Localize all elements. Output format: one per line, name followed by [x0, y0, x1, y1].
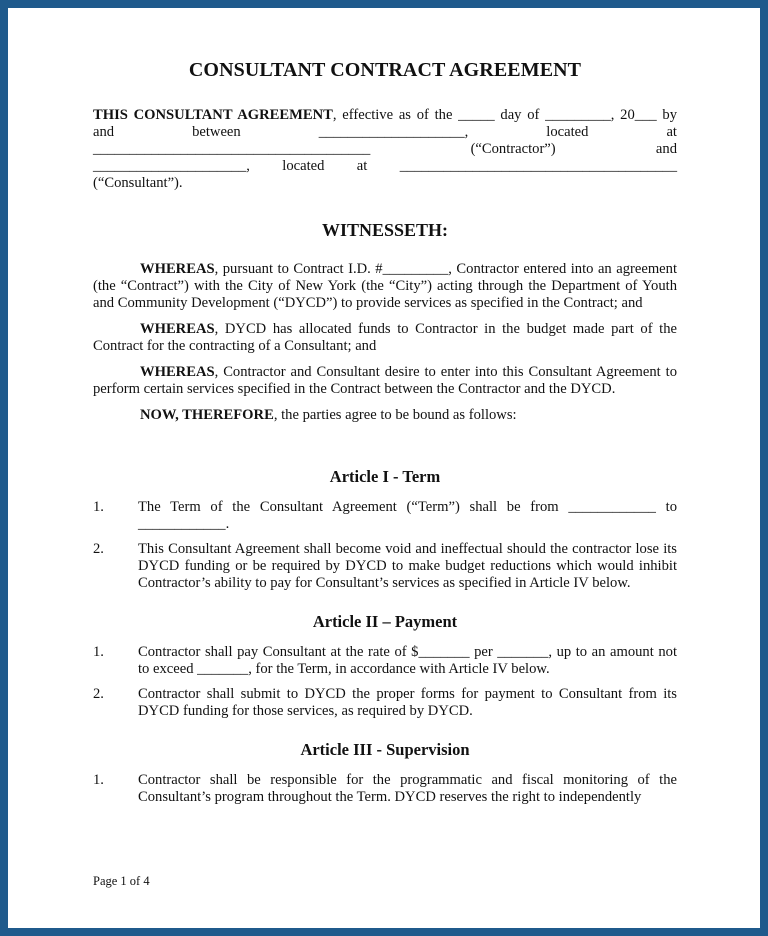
- recital-lead: NOW, THEREFORE: [140, 407, 274, 423]
- intro-line-3: ______________________________________ (“Contractor”) and: [93, 141, 677, 157]
- recital-text: , the parties agree to be bound as follows:: [273, 407, 517, 423]
- article-3-title: Article III - Supervision: [300, 740, 470, 759]
- recital-paragraph: [93, 321, 677, 355]
- recital-text: , DYCD has allocated funds to Contractor in the budget made part of the Contract for the contracting of a Consultant; and: [93, 321, 677, 354]
- document-title: CONSULTANT CONTRACT AGREEMENT: [188, 59, 582, 81]
- intro-block: [93, 107, 677, 192]
- article-3-item-1: [93, 772, 677, 806]
- item-text: This Consultant Agreement shall become void and ineffectual should the contractor lose its DYCD funding or be required by DYCD to make budget reductions which would inhibit Contractor’s ability to pay for Consultant’s services as specified in Article IV below.: [138, 541, 677, 591]
- item-number: 1.: [93, 772, 104, 788]
- recital-text: , Contractor and Consultant desire to enter into this Consultant Agreement to perform certain services specified in the Contract between the Contractor and the DYCD.: [93, 364, 677, 397]
- document-page: [93, 58, 677, 814]
- intro-line-1-rest: , effective as of the _____ day of _________, 20___ by: [332, 107, 677, 123]
- intro-line-4: _____________________, located at ______________________________________: [93, 158, 677, 174]
- recital-text: , pursuant to Contract I.D. #_________, Contractor entered into an agreement (the “Contract”) with the City of New York (the “City”) acting through the Department of Youth and Community Development (“DYCD”) to provide services as specified in the Contract; and: [93, 261, 677, 311]
- article-2-item-1: [93, 644, 677, 678]
- page-number: Page 1 of 4: [93, 874, 150, 888]
- article-2-item-2: [93, 686, 677, 720]
- intro-line-5: (“Consultant”).: [93, 175, 183, 191]
- recital-paragraph: [93, 364, 677, 398]
- intro-line-1: [93, 107, 677, 124]
- recital-lead: WHEREAS: [140, 364, 215, 380]
- article-2-title: Article II – Payment: [312, 612, 458, 631]
- item-text: Contractor shall be responsible for the programmatic and fiscal monitoring of the Consultant’s program throughout the Term. DYCD reserves the right to independently: [138, 772, 677, 805]
- intro-bold-lead: THIS CONSULTANT AGREEMENT: [93, 107, 333, 123]
- item-text: Contractor shall submit to DYCD the proper forms for payment to Consultant from its DYCD funding for those services, as required by DYCD.: [138, 686, 677, 719]
- item-number: 2.: [93, 541, 104, 557]
- item-number: 1.: [93, 644, 104, 660]
- item-number: 2.: [93, 686, 104, 702]
- item-text: The Term of the Consultant Agreement (“Term”) shall be from ____________ to ____________.: [138, 499, 677, 532]
- recital-paragraph: [93, 407, 677, 424]
- intro-line-2: and between ____________________, located at: [93, 124, 677, 140]
- article-1-item-2: [93, 541, 677, 592]
- recital-lead: WHEREAS: [140, 261, 215, 277]
- witnesseth-heading: WITNESSETH:: [321, 220, 449, 240]
- item-number: 1.: [93, 499, 104, 515]
- recital-paragraph: [93, 261, 677, 312]
- item-text: Contractor shall pay Consultant at the rate of $_______ per _______, up to an amount not to exceed _______, for the Term, in accordance with Article IV below.: [138, 644, 677, 677]
- article-1-item-1: [93, 499, 677, 533]
- recital-lead: WHEREAS: [140, 321, 215, 337]
- article-1-title: Article I - Term: [329, 467, 441, 486]
